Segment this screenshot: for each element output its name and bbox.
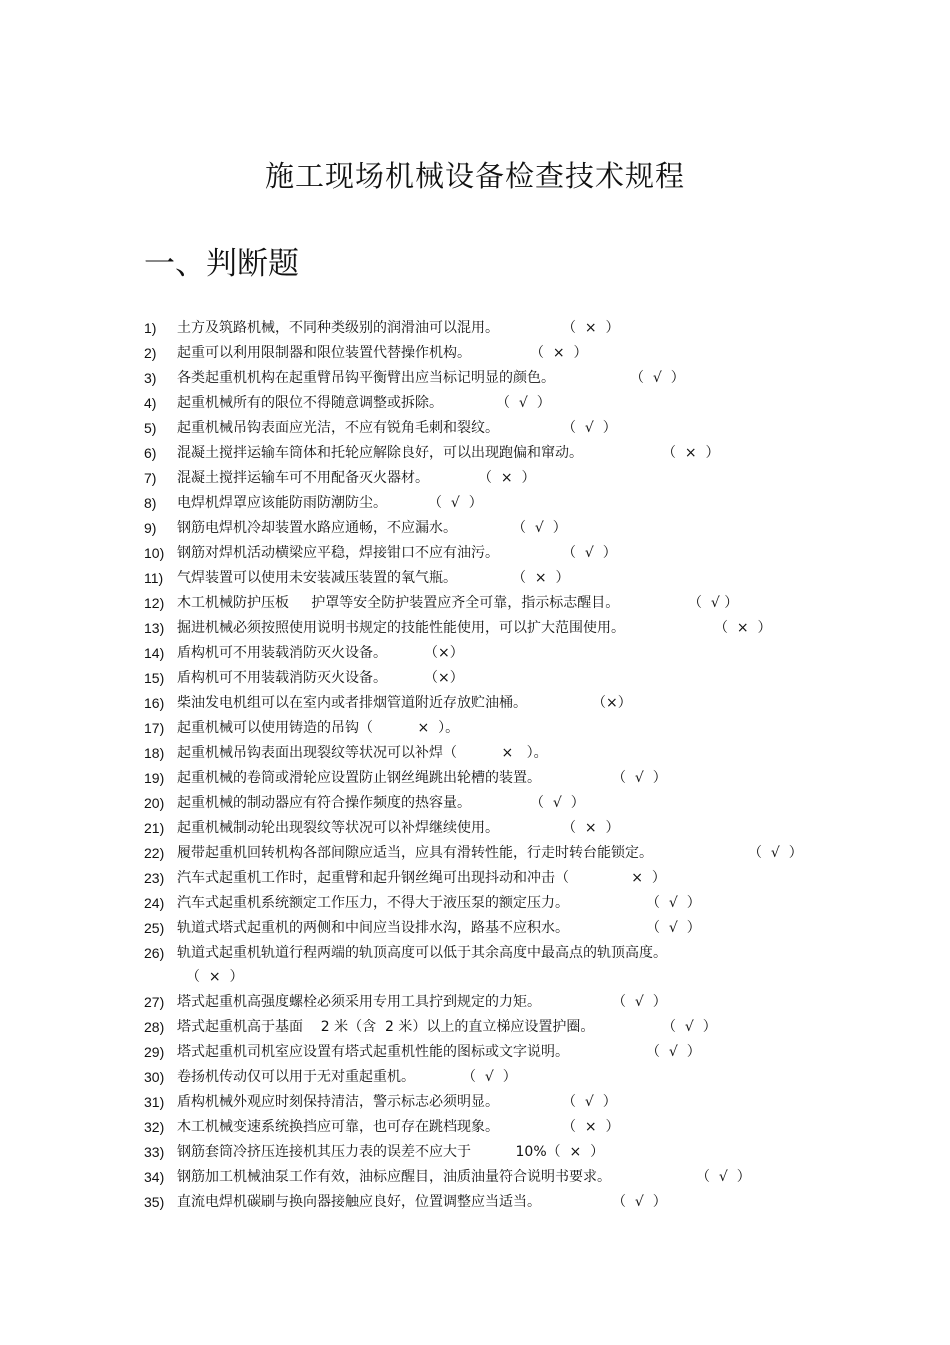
list-item — [144, 541, 904, 566]
item-answer: （ √ ） — [562, 420, 617, 436]
item-text: 钢筋加工机械油泵工作有效，油标应醒目，油质油量符合说明书要求。 — [177, 1169, 611, 1185]
list-item — [144, 816, 904, 841]
list-item — [144, 1040, 904, 1065]
item-answer: （ √ ） — [562, 1094, 617, 1110]
item-answer: （ √ ） — [428, 495, 483, 511]
list-item — [144, 666, 904, 691]
item-number: 28) — [144, 1019, 165, 1035]
item-text: 塔式起重机高于基面 2 米（含 2 米）以上的直立梯应设置护圈。 — [177, 1019, 595, 1035]
list-item — [144, 416, 904, 441]
list-item — [144, 341, 904, 366]
item-text: 各类起重机机构在起重臂吊钩平衡臂出应当标记明显的颜色。 — [177, 370, 555, 386]
item-text: 汽车式起重机工作时，起重臂和起升钢丝绳可出现抖动和冲击（ × ） — [177, 870, 666, 886]
item-answer: （ √ ） — [630, 370, 685, 386]
item-number: 34) — [144, 1169, 165, 1185]
item-answer: （ √ ） — [662, 1019, 717, 1035]
item-answer: （ × ） — [512, 570, 570, 586]
item-answer: （ √ ） — [748, 845, 803, 861]
item-answer: （ √ ） — [512, 520, 567, 536]
item-text: 混凝土搅拌运输车可不用配备灭火器材。 — [177, 470, 429, 486]
list-item — [144, 491, 904, 516]
item-answer: （ √ ） — [646, 895, 701, 911]
item-number: 2) — [144, 345, 157, 361]
list-item — [144, 990, 904, 1015]
item-number: 16) — [144, 695, 165, 711]
item-text: 土方及筑路机械，不同种类级别的润滑油可以混用。 — [177, 320, 499, 336]
item-answer: （ × ） — [662, 445, 720, 461]
item-answer: （ √ ） — [646, 920, 701, 936]
item-answer: （ √ ） — [696, 1169, 751, 1185]
item-number: 9) — [144, 520, 157, 536]
item-text: 盾构机可不用装载消防灭火设备。 — [177, 645, 387, 661]
item-text: 钢筋套筒冷挤压连接机其压力表的误差不应大于 10%（ × ） — [177, 1144, 605, 1160]
item-answer: （ × ） — [562, 320, 620, 336]
item-answer: （ × ） — [714, 620, 772, 636]
item-text: 钢筋电焊机冷却装置水路应通畅，不应漏水。 — [177, 520, 457, 536]
item-number: 7) — [144, 470, 157, 486]
item-text: 柴油发电机组可以在室内或者排烟管道附近存放贮油桶。 — [177, 695, 527, 711]
item-answer: （×） — [424, 670, 464, 686]
item-text: 起重机械吊钩表面应光洁，不应有锐角毛刺和裂纹。 — [177, 420, 499, 436]
list-item — [144, 391, 904, 416]
item-number: 26) — [144, 945, 165, 961]
item-number: 23) — [144, 870, 165, 886]
list-item — [144, 916, 904, 941]
list-item — [144, 741, 904, 766]
item-number: 17) — [144, 720, 165, 736]
item-answer: （ √ ） — [462, 1069, 517, 1085]
item-number: 4) — [144, 395, 157, 411]
list-item — [144, 941, 904, 990]
item-answer: （×） — [424, 645, 464, 661]
item-text: 盾构机可不用装载消防灭火设备。 — [177, 670, 387, 686]
list-item — [144, 466, 904, 491]
item-text: 混凝土搅拌运输车筒体和托轮应解除良好，可以出现跑偏和窜动。 — [177, 445, 583, 461]
item-text: 钢筋对焊机活动横梁应平稳，焊接钳口不应有油污。 — [177, 545, 499, 561]
item-text: 履带起重机回转机构各部间隙应适当，应具有滑转性能，行走时转台能锁定。 — [177, 845, 653, 861]
item-number: 22) — [144, 845, 165, 861]
item-text: 轨道式塔式起重机的两侧和中间应当设排水沟，路基不应积水。 — [177, 920, 569, 936]
list-item — [144, 791, 904, 816]
item-number: 20) — [144, 795, 165, 811]
item-text: 汽车式起重机系统额定工作压力，不得大于液压泵的额定压力。 — [177, 895, 569, 911]
item-number: 5) — [144, 420, 157, 436]
item-number: 21) — [144, 820, 165, 836]
item-text: 直流电焊机碳刷与换向器接触应良好，位置调整应当适当。 — [177, 1194, 541, 1210]
item-text: 电焊机焊罩应该能防雨防潮防尘。 — [177, 495, 387, 511]
item-text: 起重机械制动轮出现裂纹等状况可以补焊继续使用。 — [177, 820, 499, 836]
document-title: 施工现场机械设备检查技术规程 — [264, 159, 685, 193]
item-number: 35) — [144, 1194, 165, 1210]
question-list — [144, 316, 904, 1215]
item-answer: （ √ ） — [562, 545, 617, 561]
list-item — [144, 1190, 904, 1215]
item-number: 29) — [144, 1044, 165, 1060]
list-item — [144, 766, 904, 791]
item-number: 13) — [144, 620, 165, 636]
item-number: 27) — [144, 994, 165, 1010]
item-number: 32) — [144, 1119, 165, 1135]
item-text: 掘进机械必须按照使用说明书规定的技能性能使用，可以扩大范围使用。 — [177, 620, 625, 636]
list-item — [144, 1165, 904, 1190]
list-item — [144, 691, 904, 716]
item-number: 25) — [144, 920, 165, 936]
list-item — [144, 566, 904, 591]
item-number: 31) — [144, 1094, 165, 1110]
list-item — [144, 716, 904, 741]
item-number: 10) — [144, 545, 165, 561]
item-number: 19) — [144, 770, 165, 786]
item-text: 木工机械变速系统换挡应可靠，也可存在跳档现象。 — [177, 1119, 499, 1135]
item-answer: （ √ ） — [612, 770, 667, 786]
item-text: 起重可以利用限制器和限位装置代替操作机构。 — [177, 345, 471, 361]
item-answer: （ × ） — [562, 820, 620, 836]
list-item — [144, 441, 904, 466]
item-text: 木工机械防护压板 护罩等安全防护装置应齐全可靠，指示标志醒目。 — [177, 595, 620, 611]
list-item — [144, 1065, 904, 1090]
list-item — [144, 366, 904, 391]
item-text: 起重机械的制动器应有符合操作频度的热容量。 — [177, 795, 471, 811]
list-item — [144, 1090, 904, 1115]
item-answer: （×） — [592, 695, 632, 711]
item-answer: （ √ ） — [612, 1194, 667, 1210]
list-item — [144, 866, 904, 891]
item-answer: （ × ） — [186, 969, 244, 985]
item-text: 塔式起重机高强度螺栓必须采用专用工具拧到规定的力矩。 — [177, 994, 541, 1010]
list-item — [144, 641, 904, 666]
item-answer: （ √ ） — [530, 795, 585, 811]
item-number: 18) — [144, 745, 165, 761]
item-answer: （ × ） — [562, 1119, 620, 1135]
item-number: 24) — [144, 895, 165, 911]
item-answer: （ √ ） — [496, 395, 551, 411]
list-item — [144, 516, 904, 541]
item-number: 30) — [144, 1069, 165, 1085]
item-number: 6) — [144, 445, 157, 461]
list-item — [144, 891, 904, 916]
list-item — [144, 616, 904, 641]
item-text: 塔式起重机司机室应设置有塔式起重机性能的图标或文字说明。 — [177, 1044, 569, 1060]
list-item — [144, 841, 904, 866]
item-answer: （ √ ） — [688, 595, 739, 611]
item-text: 轨道式起重机轨道行程两端的轨顶高度可以低于其余高度中最高点的轨顶高度。 — [177, 945, 667, 961]
item-text: 起重机械可以使用铸造的吊钩（ × ）。 — [177, 720, 460, 736]
item-number: 14) — [144, 645, 165, 661]
item-number: 33) — [144, 1144, 165, 1160]
item-number: 3) — [144, 370, 157, 386]
item-text: 起重机械吊钩表面出现裂纹等状况可以补焊（ × ）。 — [177, 745, 548, 761]
item-number: 1) — [144, 320, 157, 336]
list-item — [144, 316, 904, 341]
list-item — [144, 1015, 904, 1040]
item-number: 8) — [144, 495, 157, 511]
item-number: 15) — [144, 670, 165, 686]
list-item — [144, 1140, 904, 1165]
item-text: 起重机械所有的限位不得随意调整或拆除。 — [177, 395, 443, 411]
item-answer: （ √ ） — [646, 1044, 701, 1060]
item-text: 盾构机械外观应时刻保持清洁，警示标志必须明显。 — [177, 1094, 499, 1110]
section-heading: 一、判断题 — [144, 246, 299, 282]
item-number: 12) — [144, 595, 165, 611]
item-answer: （ × ） — [478, 470, 536, 486]
list-item — [144, 1115, 904, 1140]
item-text: 气焊装置可以使用未安装减压装置的氧气瓶。 — [177, 570, 457, 586]
item-text: 卷扬机传动仅可以用于无对重起重机。 — [177, 1069, 415, 1085]
item-number: 11) — [144, 570, 164, 586]
item-answer: （ √ ） — [612, 994, 667, 1010]
list-item — [144, 591, 904, 616]
item-text: 起重机械的卷筒或滑轮应设置防止钢丝绳跳出轮槽的装置。 — [177, 770, 541, 786]
item-answer: （ × ） — [530, 345, 588, 361]
